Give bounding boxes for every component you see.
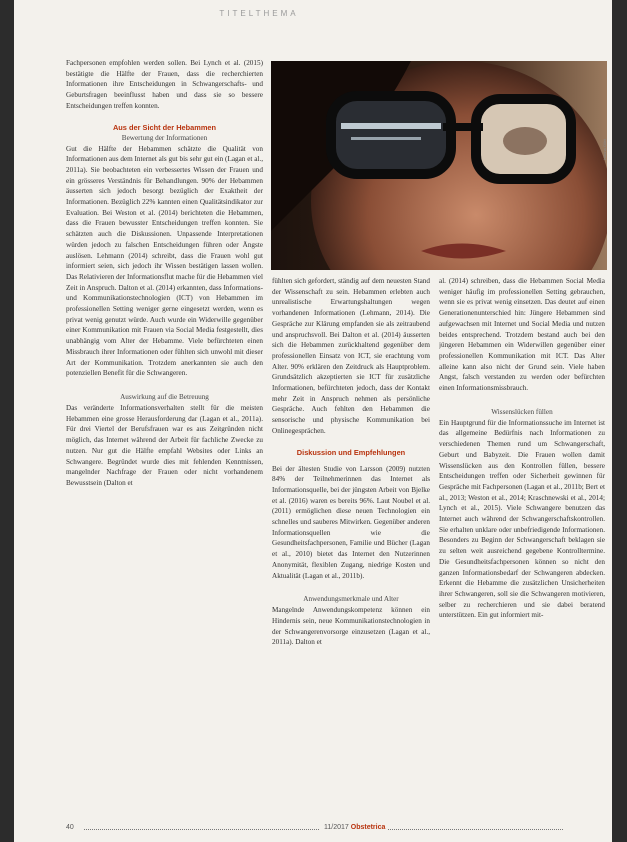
- issue-number: 11/2017: [324, 824, 349, 831]
- paragraph-age: Mangelnde Anwendungskompetenz können ein Hindernis sein, neue Kommunikationstechnologien in der Schwangerenvorsorge einzusetzen (Lagan et al., 2011a). Dalton et: [272, 606, 430, 647]
- section-header: TITELTHEMA: [219, 9, 299, 18]
- magazine-page: [14, 0, 612, 842]
- page-number: 40: [66, 824, 74, 831]
- subheading-knowledge-gaps: Wissenslücken füllen: [491, 407, 553, 416]
- paragraph-continued: fühlten sich gefordert, ständig auf dem neuesten Stand der Wissenschaft zu sein. Hebammen erlebten auch unrealistische Erwartungshaltungen wegen vorhandenen Informationen (Lehmann, 2014). Die Gespräche zur Klärung empfanden sie als zeitraubend und anspruchsvoll. Bei Dalton et al. (2014) äusserten sich die Hebammen zurückhaltend gegenüber dem professionellen Einsatz von ICT, sie erachtung vom Alter. 90% erklären den Zeitdruck als Hauptproblem. Grundsätzlich akzeptierten sie ICT für zusätzliche Informationen, befürchteten jedoch, dass der Kontakt mehr Zeit in Anspruch nehmen als persönliche Gespräche. Auch fehlten den Hebammen die sensorische und physische Kommunikation bei Onlinegesprächen.: [272, 277, 430, 435]
- footer-divider-right: [388, 829, 563, 830]
- section-heading-midwives: Aus der Sicht der Hebammen: [112, 122, 217, 132]
- photo-credit: Hanna Ollet: [602, 138, 607, 160]
- intro-paragraph: Fachpersonen empfohlen werden sollen. Bei Lynch et al. (2015) bestätigte die Hälfte der Frauen, dass die recherchierten Informationen ihre Entscheidungen in Schwangerschafts- und Geburtsfragen beeinflusst haben und dass sie so bessere Entscheidungen treffen konnten.: [66, 59, 263, 110]
- column-left: [66, 58, 263, 808]
- woman-with-glasses-image: [271, 61, 607, 270]
- subheading-assessment: Bewertung der Informationen: [121, 133, 208, 142]
- paragraph-knowledge-gaps: Ein Hauptgrund für die Informationssuche im Internet ist das allgemeine Bedürfnis nach Informationen zu verschiedenen Themen rund um Schwangerschaft, Geburt und Babyzeit. Die Frauen wollen damit Wissenslücken aus den Kontrollen füllen, bessere Entscheidungen treffen oder Sicherheit gewinnen für Gespräche mit Fachpersonen (Lagan et al., 2011b; Bert et al., 2013; Weston et al., 2014; Kraschnewski et al., 2014; Lynch et al., 2015). Viele Schwangere benutzen das Internet auch während der Schwangerschaftskontrollen. Sie erhalten unklare oder unbefriedigende Informationen. Besonders zu Beginn der Schwangerschaft beklagen sie zu selten weit ausreichend gegebene Kontrolltermine. Die Gesundheitsfachpersonen können so nicht den ganzen Informationsbedarf der Schwangeren abdecken. Erkennt die Hebamme die zusätzlichen Unsicherheiten ihrer Schwangeren, soll sie die Schwangeren motivieren, selber zu recherchieren und sie dabei beratend unterstützen. Ein gut informiert mit-: [439, 418, 605, 620]
- paragraph-social-media: al. (2014) schreiben, dass die Hebammen Social Media weniger häufig im professionellen Setting gebrauchen, wenn sie es privat wenig einsetzen. Das deutet auf einen Generationenunterschied hin: Jüngere Hebammen sind aufgewachsen mit Internet und Social Media und nutzen beides entsprechend. Trotzdem bestand auch bei den jüngeren Hebammen ein Widerwillen gegenüber einer professionellen Kommunikation mit ICT. Das Alter alleine kann also nicht der Grund sein. Viele haben Angst, falsch verstanden zu werden oder befürchten einen Informationsmissbrauch.: [439, 277, 605, 393]
- paragraph-discussion: Bei der ältesten Studie von Larsson (2009) nutzten 84% der Teilnehmerinnen das Internet als Informationsquelle, bei der jüngsten Arbeit von Bjelke et al. (2016) waren es bereits 96%. Laut Noubel et al. (2011) ermöglichen diese neuen Technologien ein schnelles und sauberes Mitwirken. Gegenüber anderen Informationsquellen wie die Gesundheitsfachpersonen, Familie und Bücher (Lagan et al., 2010) bietet das Internet den Nutzerinnen Anonymität, flexiblen Zugang, niedrige Kosten und Aktualität (Lagan et al., 2011b).: [272, 464, 430, 580]
- paragraph-assessment: Gut die Hälfte der Hebammen schätzte die Qualität von Informationen aus dem Internet als gut bis sehr gut ein (Lagan et al., 2011a). Sie beobachteten ein verbessertes Wissen der Frauen und ein grösseres Verständnis für Behandlungen. 90% der Hebammen äusserten sich jedoch besorgt bezüglich der Exaktheit der Informationen. Bezüglich 22% kannten einen Qualitätsindikator zur Evaluation. Bei Weston et al. (2014) berichteten die Hebammen, dass die Frauen bewusster Entscheidungen treffen konnten. Sie schätzten auch die Diskussionen. Unpassende Interpretationen würden jedoch zu falschen Entscheidungen führen oder Ängste auslösen. Lehmann (2014) schreibt, dass die Frauen wohl gut informiert seien, sich jedoch ihr Wissen bestätigen lassen wollen. Das Relativieren der Informationsflut mache für die Hebammen viel Zeit in Anspruch. Dalton et al. (2014) erkannten, dass Informations- und Kommunikationstechnologien (ICT) von Hebammen im professionellen Setting weniger gerne eingesetzt werden, wenn es privat wenig genutzt würde. Auch wurde ein Widerwille gegenüber einer Kommunikation mit Frauen via Social Media festgestellt, dies unabhängig vom Alter der Hebamme. Viele befürchteten einen Missbrauch ihrer Informationen oder fühlten sich unwohl mit dieser Art der Kommunikation. Trotzdem anerkannten sie auch den potenziellen Benefit für die Schwangeren.: [66, 144, 263, 378]
- page-footer: [66, 824, 561, 836]
- paragraph-impact: Das veränderte Informationsverhalten stellt für die meisten Hebammen eine grosse Herausforderung dar (Lagan et al., 2011a). Für drei Viertel der Berufsfrauen war es aus Zeitgründen nicht möglich, das Internet während der Arbeit für fachliche Zwecke zu nutzen. Nur gut die Hälfte empfahl Websites oder Links an Schwangere. Begründet wurde dies mit fehlenden Kenntnissen, mangelnder Nachfrage der Frauen oder nicht vorhandenem Bewusstsein (Dalton et: [66, 403, 263, 487]
- footer-divider: [84, 829, 319, 830]
- section-heading-discussion: Diskussion und Empfehlungen: [296, 447, 406, 457]
- magazine-name: Obstetrica: [350, 824, 386, 831]
- article-photo: [271, 61, 607, 270]
- subheading-impact: Auswirkung auf die Betreuung: [120, 392, 209, 401]
- subheading-age: Anwendungsmerkmale und Alter: [303, 595, 399, 604]
- column-right: [439, 276, 605, 808]
- column-middle: [272, 276, 430, 808]
- issue-label: [324, 824, 385, 831]
